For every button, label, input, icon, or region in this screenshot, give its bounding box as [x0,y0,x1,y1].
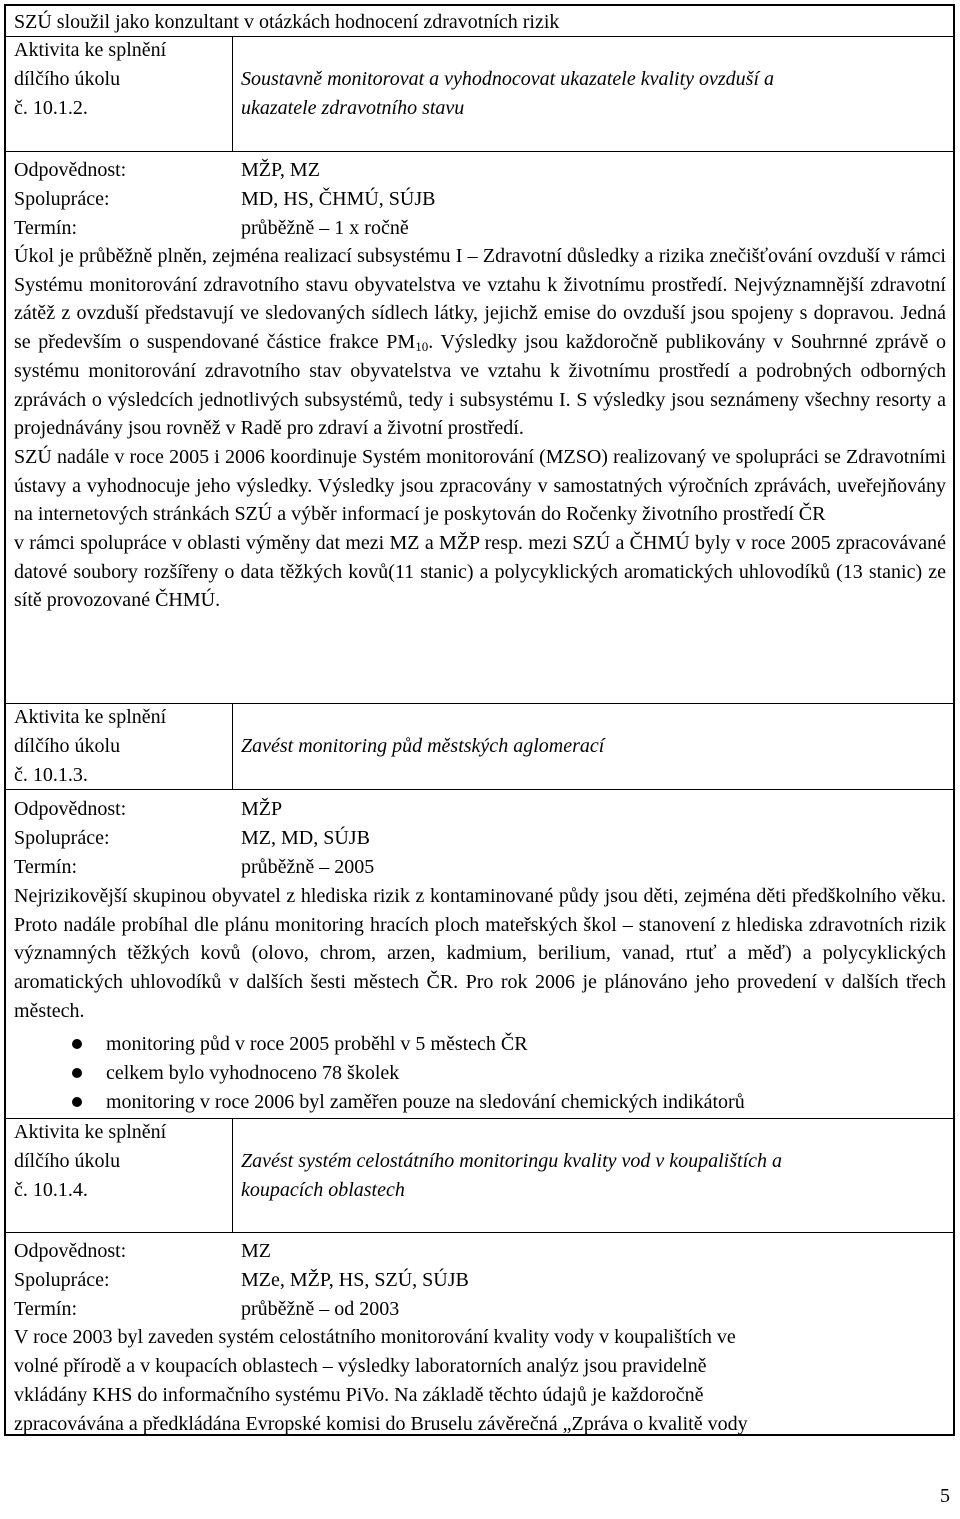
paragraph: v rámci spolupráce v oblasti výměny dat mezi MZ a MŽP resp. mezi SZÚ a ČHMÚ byly v roce 2005 zpracovávané datové soubory rozšířeny o data těžkých kovů(11 stanic) a polycyklických aromatických uhlovodíků (13 stanic) ze sítě provozované ČHMÚ. [14,532,946,612]
responsibility-value: MZ [241,1240,271,1262]
cooperation-value: MD, HS, ČHMÚ, SÚJB [241,188,436,210]
bullet-icon [72,1097,82,1107]
deadline-label: Termín: [14,856,78,878]
deadline-label: Termín: [14,1298,78,1320]
responsibility-label: Odpovědnost: [14,159,127,181]
deadline-value: průběžně – 1 x ročně [241,217,409,239]
activity-title: Zavést monitoring půd městských aglomerací [241,735,605,757]
activity-number: č. 10.1.2. [14,97,88,119]
activity-1-text [14,242,946,615]
responsibility-label: Odpovědnost: [14,1240,127,1262]
list-item-text: monitoring půd v roce 2005 proběhl v 5 městech ČR [106,1033,528,1055]
top-line: SZÚ sloužil jako konzultant v otázkách hodnocení zdravotních rizik [14,11,560,33]
activity-title: Soustavně monitorovat a vyhodnocovat ukazatele kvality ovzduší a [241,68,775,90]
cooperation-label: Spolupráce: [14,188,110,210]
cooperation-value: MZe, MŽP, HS, SZÚ, SÚJB [241,1269,469,1291]
text-line: volné přírodě a v koupacích oblastech – výsledky laboratorních analýz jsou pravidelně [14,1355,707,1377]
subscript: 10 [415,339,429,355]
cooperation-label: Spolupráce: [14,827,110,849]
responsibility-label: Odpovědnost: [14,798,127,820]
deadline-label: Termín: [14,217,78,239]
activity-label: Aktivita ke splnění [14,1121,167,1143]
row-divider [6,151,953,152]
column-divider [232,703,233,789]
cooperation-label: Spolupráce: [14,1269,110,1291]
row-divider [6,789,953,790]
document-table [4,4,955,1436]
list-item [14,1030,946,1059]
activity-number: č. 10.1.4. [14,1179,88,1201]
text-line: V roce 2003 byl zaveden systém celostátního monitorování kvality vody v koupalištích ve [14,1326,736,1348]
activity-title: ukazatele zdravotního stavu [241,97,465,119]
paragraph-text: Úkol je průběžně plněn, zejména realizací subsystému I – Zdravotní důsledky a rizika znečišťování ovzduší v rámci Systému monitorování zdravotního stavu obyvatelstva ve vztahu k životnímu prostředí. Nejvýznamnější zdravotní zátěž z ovzduší představují ve sledovaných sídlech látky, jejichž emise do ovzduší jsou spojeny s dopravou. Jedná se především o suspendované částice frakce PM [14,245,946,354]
list-item-text: celkem bylo vyhodnoceno 78 školek [106,1062,400,1084]
list-item-text: monitoring v roce 2006 byl zaměřen pouze na sledování chemických indikátorů [106,1091,745,1113]
activity-label: Aktivita ke splnění [14,39,167,61]
page-number: 5 [940,1485,950,1507]
text-line: zpracovávána a předkládána Evropské komisi do Bruselu závěrečná „Zpráva o kvalitě vody [14,1413,748,1435]
bullet-icon [72,1068,82,1078]
paragraph [14,242,946,443]
activity-label: dílčího úkolu [14,68,121,90]
text-line: vkládány KHS do informačního systému PiVo. Na základě těchto údajů je každoročně [14,1384,704,1406]
activity-label: Aktivita ke splnění [14,706,167,728]
paragraph: Nejrizikovější skupinou obyvatel z hlediska rizik z kontaminované půdy jsou děti, zejména děti předškolního věku. Proto nadále probíhal dle plánu monitoring hracích ploch mateřských škol – stanovení z hlediska zdravotních rizik významných těžkých kovů (olovo, chrom, arzen, kadmium, berilium, vanad, rtuť a měď) a polycyklických aromatických uhlovodíků v dalších šesti městech ČR. Pro rok 2006 je plánováno jeho provedení v dalších třech městech. [14,885,946,1022]
activity-2-text [14,882,946,1026]
deadline-value: průběžně – od 2003 [241,1298,400,1320]
column-divider [232,36,233,151]
activity-number: č. 10.1.3. [14,764,88,786]
activity-title: Zavést systém celostátního monitoringu kvality vod v koupalištích a [241,1150,783,1172]
column-divider [232,1118,233,1232]
list-item [14,1059,946,1088]
cooperation-value: MZ, MD, SÚJB [241,827,370,849]
responsibility-value: MŽP [241,798,283,820]
activity-label: dílčího úkolu [14,735,121,757]
activity-label: dílčího úkolu [14,1150,121,1172]
paragraph: SZÚ nadále v roce 2005 i 2006 koordinuje Systém monitorování (MZSO) realizovaný ve spolupráci se Zdravotními ústavy a vyhodnocuje jeho výsledky. Výsledky jsou zpracovány v samostatných výročních zprávách, uveřejňovány na internetových stránkách SZÚ a výběr informací je poskytován do Ročenky životního prostředí ČR [14,445,946,526]
list-item [14,1088,946,1117]
responsibility-value: MŽP, MZ [241,159,320,181]
bullet-list [14,1030,946,1117]
deadline-value: průběžně – 2005 [241,856,375,878]
bullet-icon [72,1039,82,1049]
paragraph-text: . Výsledky jsou každoročně publikovány v Souhrnné zprávě o systému monitorování zdravotního stav obyvatelstva ve vztahu k životnímu prostředí a podrobných odborných zprávách o výsledcích jednotlivých subsystémů, tedy i subsystému I. S výsledky jsou seznámeny všechny resorty a projednávány jsou rovněž v Radě pro zdraví a životní prostředí. [14,331,947,440]
row-divider [6,1232,953,1233]
activity-title: koupacích oblastech [241,1179,405,1201]
